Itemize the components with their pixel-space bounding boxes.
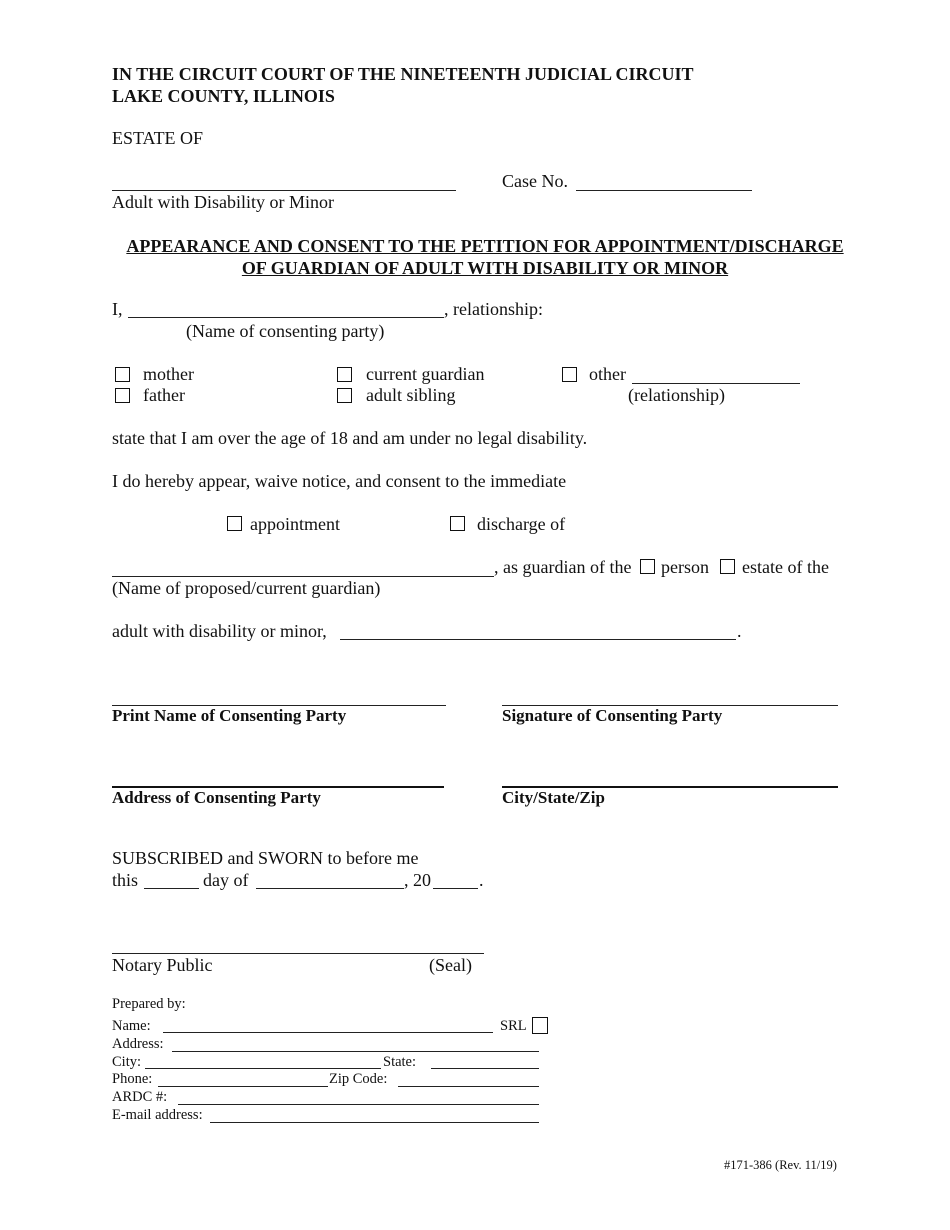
seal-label: (Seal): [429, 955, 472, 975]
case-number-field[interactable]: [576, 171, 752, 189]
other-checkbox[interactable]: [562, 367, 577, 382]
form-title-line2: OF GUARDIAN OF ADULT WITH DISABILITY OR MINOR: [241, 258, 729, 278]
year-field[interactable]: [433, 869, 478, 887]
discharge-label: discharge of: [477, 514, 566, 534]
adult-sibling-checkbox[interactable]: [337, 388, 352, 403]
month-field[interactable]: [256, 869, 404, 887]
age-statement: state that I am over the age of 18 and am under no legal disability.: [112, 428, 588, 448]
month-line: [256, 888, 404, 889]
prep-zip-field[interactable]: [398, 1069, 539, 1085]
case-number-line: [576, 190, 752, 191]
adult-minor-period: .: [737, 621, 742, 641]
prep-phone-label: Phone:: [112, 1071, 153, 1087]
estate-of-label: ESTATE OF: [112, 128, 204, 148]
srl-label: SRL: [500, 1018, 527, 1034]
prep-address-field[interactable]: [172, 1034, 539, 1050]
estate-checkbox[interactable]: [720, 559, 735, 574]
adult-minor-name-field[interactable]: [340, 620, 736, 638]
notary-public-label: Notary Public: [112, 955, 213, 975]
father-checkbox[interactable]: [115, 388, 130, 403]
current-guardian-checkbox[interactable]: [337, 367, 352, 382]
mother-checkbox[interactable]: [115, 367, 130, 382]
year-prefix: , 20: [404, 870, 431, 890]
other-label: other: [589, 364, 626, 384]
person-checkbox[interactable]: [640, 559, 655, 574]
adult-minor-label: adult with disability or minor,: [112, 621, 327, 641]
estate-name-line: [112, 190, 456, 191]
srl-checkbox[interactable]: [532, 1017, 548, 1034]
print-name-field[interactable]: [112, 685, 446, 703]
prep-zip-label: Zip Code:: [329, 1071, 388, 1087]
mother-label: mother: [143, 364, 194, 384]
prep-phone-field[interactable]: [158, 1069, 328, 1085]
year-line: [433, 888, 478, 889]
prep-name-label: Name:: [112, 1018, 151, 1034]
person-label: person: [661, 557, 709, 577]
prep-ardc-label: ARDC #:: [112, 1089, 168, 1105]
notary-signature-line[interactable]: [112, 953, 484, 954]
guardian-name-line: [112, 576, 494, 577]
subscribed-sworn-text: SUBSCRIBED and SWORN to before me: [112, 848, 419, 868]
party-label: Adult with Disability or Minor: [112, 192, 334, 212]
notary-period: .: [479, 870, 484, 890]
consenting-party-caption: (Name of consenting party): [186, 321, 385, 341]
form-number: #171-386 (Rev. 11/19): [724, 1158, 837, 1172]
estate-name-field[interactable]: [112, 171, 456, 189]
discharge-checkbox[interactable]: [450, 516, 465, 531]
address-label: Address of Consenting Party: [112, 788, 321, 807]
prep-state-field[interactable]: [431, 1052, 539, 1068]
county-name: LAKE COUNTY, ILLINOIS: [112, 86, 335, 106]
prep-email-field[interactable]: [210, 1105, 539, 1121]
prep-state-label: State:: [383, 1054, 417, 1070]
other-relationship-field[interactable]: [632, 364, 800, 382]
current-guardian-label: current guardian: [366, 364, 485, 384]
signature-label: Signature of Consenting Party: [502, 706, 723, 725]
prep-name-field[interactable]: [163, 1016, 493, 1032]
prep-ardc-field[interactable]: [178, 1087, 539, 1103]
appointment-label: appointment: [250, 514, 340, 534]
prepared-by-heading: Prepared by:: [112, 996, 186, 1012]
guardian-caption: (Name of proposed/current guardian): [112, 578, 381, 598]
city-state-zip-field[interactable]: [502, 768, 838, 786]
prep-city-label: City:: [112, 1054, 142, 1070]
adult-sibling-label: adult sibling: [366, 385, 456, 405]
prep-email-label: E-mail address:: [112, 1107, 203, 1123]
print-name-label: Print Name of Consenting Party: [112, 706, 347, 725]
prep-email-line: [210, 1122, 539, 1123]
day-line: [144, 888, 199, 889]
adult-minor-name-line: [340, 639, 736, 640]
case-no-label: Case No.: [502, 171, 568, 191]
relationship-label: , relationship:: [444, 299, 543, 319]
prep-city-field[interactable]: [145, 1052, 381, 1068]
as-guardian-label: , as guardian of the: [494, 557, 632, 577]
court-name: IN THE CIRCUIT COURT OF THE NINETEENTH JUDICIAL CIRCUIT: [112, 64, 694, 84]
address-field[interactable]: [112, 768, 444, 786]
guardian-name-field[interactable]: [112, 557, 494, 575]
city-state-zip-label: City/State/Zip: [502, 788, 605, 807]
consenting-party-name-field[interactable]: [128, 298, 444, 316]
other-relationship-line: [632, 383, 800, 384]
appointment-checkbox[interactable]: [227, 516, 242, 531]
prep-address-label: Address:: [112, 1036, 164, 1052]
appear-statement: I do hereby appear, waive notice, and consent to the immediate: [112, 471, 567, 491]
i-prefix: I,: [112, 299, 123, 319]
this-label: this: [112, 870, 139, 890]
day-field[interactable]: [144, 869, 199, 887]
relationship-caption: (relationship): [628, 385, 725, 405]
consenting-party-name-line: [128, 317, 444, 318]
day-of-label: day of: [203, 870, 249, 890]
father-label: father: [143, 385, 185, 405]
estate-of-the-label: estate of the: [742, 557, 829, 577]
form-title-line1: APPEARANCE AND CONSENT TO THE PETITION FOR APPOINTMENT/DISCHARGE: [126, 236, 844, 256]
prep-name-line: [163, 1032, 493, 1033]
